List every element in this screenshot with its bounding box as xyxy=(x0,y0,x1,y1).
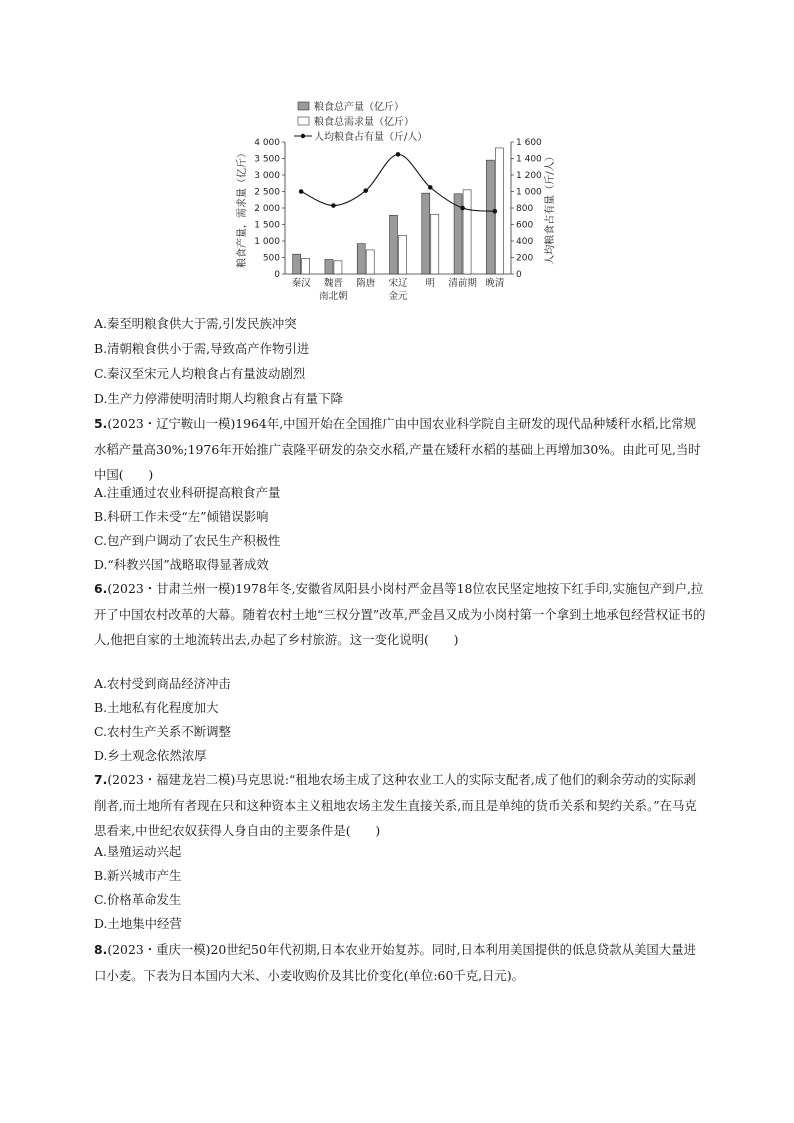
question-source: (2023・福建龙岩二模) xyxy=(107,772,236,787)
bar-production xyxy=(486,160,494,274)
y2-tick-label: 1 600 xyxy=(516,138,542,148)
y2-tick-label: 200 xyxy=(516,253,534,264)
y-axis-title: 粮食产量，需求量（亿斤） xyxy=(237,148,248,268)
question-stem: 马克思说:“租地农场主成了这种农业工人的实际支配者,成了他们的剩余劳动的实际剥削者,而土地所有者现在只和这种资本主义租地农场主发生直接关系,而且是单纯的货币关系和契约关系。”在马克思看来,中世纪农奴获得人身自由的主要条件是( ) xyxy=(94,772,697,838)
y2-tick-label: 400 xyxy=(516,237,534,247)
q5-stem-block xyxy=(94,411,706,488)
x-tick-label: 晚清 xyxy=(485,278,505,289)
q7-option-c: C.价格革命发生 xyxy=(94,892,182,907)
grain-chart xyxy=(228,98,564,312)
question-source: (2023・辽宁鞍山一模) xyxy=(107,416,236,431)
q4-option-c: C.秦汉至宋元人均粮食占有量波动剧烈 xyxy=(94,366,306,381)
y2-axis-title: 人均粮食占有量（斤/人） xyxy=(545,151,556,265)
q4-option-a: A.秦至明粮食供大于需,引发民族冲突 xyxy=(94,316,297,331)
per-capita-point xyxy=(363,188,368,193)
y2-tick-label: 1 000 xyxy=(516,187,542,198)
y2-tick-label: 800 xyxy=(516,204,534,214)
q5-option-a: A.注重通过农业科研提高粮食产量 xyxy=(94,485,281,500)
legend-label-production: 粮食总产量（亿斤） xyxy=(314,102,404,113)
bar-demand xyxy=(431,214,439,274)
question-source: (2023・重庆一模) xyxy=(107,942,211,957)
per-capita-point xyxy=(460,206,465,211)
y-tick-label: 3 500 xyxy=(254,154,280,165)
per-capita-point xyxy=(299,189,304,194)
q7-option-d: D.土地集中经营 xyxy=(94,916,182,931)
y-tick-label: 3 000 xyxy=(254,171,280,181)
q6-option-d: D.乡土观念依然浓厚 xyxy=(94,748,207,763)
question-number: 8. xyxy=(94,942,108,957)
x-tick-label: 金元 xyxy=(388,291,408,302)
q8-stem-block xyxy=(94,937,706,988)
bar-production xyxy=(293,254,301,274)
y2-tick-label: 1 400 xyxy=(516,154,542,165)
per-capita-point xyxy=(396,152,401,157)
y-tick-label: 4 000 xyxy=(254,138,280,148)
bar-production xyxy=(325,259,333,274)
x-tick-label: 隋唐 xyxy=(356,278,376,289)
x-tick-label: 清前期 xyxy=(448,278,477,289)
bar-production xyxy=(390,215,398,274)
x-tick-label: 南北朝 xyxy=(319,291,348,302)
q6-stem-block xyxy=(94,576,706,653)
y-tick-label: 2 500 xyxy=(254,187,280,198)
x-tick-label: 明 xyxy=(425,278,436,289)
bar-production xyxy=(357,244,365,274)
q6-option-b: B.土地私有化程度加大 xyxy=(94,700,219,715)
legend-swatch-production xyxy=(298,102,309,110)
question-source: (2023・甘肃兰州一模) xyxy=(107,581,236,596)
per-capita-point xyxy=(428,185,433,190)
q5-option-d: D.“科教兴国”战略取得显著成效 xyxy=(94,557,269,572)
x-tick-label: 秦汉 xyxy=(291,278,311,289)
q6-option-c: C.农村生产关系不断调整 xyxy=(94,724,231,739)
question-stem: 1978年冬,安徽省凤阳县小岗村严金昌等18位农民坚定地按下红手印,实施包产到户,拉开了中国农村改革的大幕。随着农村土地“三权分置”改革,严金昌又成为小岗村第一个拿到土地承包经营权证书的人,他把自家的土地流转出去,办起了乡村旅游。这一变化说明( ) xyxy=(94,581,706,647)
legend-label-demand: 粮食总需求量（亿斤） xyxy=(314,117,414,128)
question-number: 5. xyxy=(94,416,108,431)
x-tick-label: 宋辽 xyxy=(388,278,408,289)
question-number: 7. xyxy=(94,772,108,787)
y-tick-label: 1 000 xyxy=(254,237,280,247)
y-tick-label: 1 500 xyxy=(254,220,280,231)
bar-demand xyxy=(302,258,310,274)
legend-label-per-capita: 人均粮食占有量（斤/人） xyxy=(314,132,428,143)
per-capita-point xyxy=(493,209,498,214)
bar-demand xyxy=(399,235,407,274)
y2-tick-label: 600 xyxy=(516,220,534,231)
q5-option-c: C.包产到户调动了农民生产积极性 xyxy=(94,533,281,548)
y-tick-label: 500 xyxy=(262,253,280,264)
q4-option-b: B.清朝粮食供小于需,导致高产作物引进 xyxy=(94,341,310,356)
y-tick-label: 2 000 xyxy=(254,204,280,214)
q7-option-a: A.垦殖运动兴起 xyxy=(94,844,182,859)
q7-option-b: B.新兴城市产生 xyxy=(94,868,182,883)
y-tick-label: 0 xyxy=(274,270,280,280)
y2-tick-label: 1 200 xyxy=(516,171,542,181)
x-tick-label: 魏晋 xyxy=(323,278,343,289)
question-stem: 1964年,中国开始在全国推广由中国农业科学院自主研发的现代品种矮秆水稻,比常规水稻产量高30%;1976年开始推广袁隆平研发的杂交水稻,产量在矮秆水稻的基础上再增加30%。由此可见,当时中国( ) xyxy=(94,416,701,482)
bar-demand xyxy=(366,250,374,274)
bar-production xyxy=(422,193,430,274)
bar-demand xyxy=(463,190,471,274)
legend-swatch-demand xyxy=(298,117,309,125)
per-capita-point xyxy=(331,203,336,208)
question-stem: 20世纪50年代初期,日本农业开始复苏。同时,日本利用美国提供的低息贷款从美国大量进口小麦。下表为日本国内大米、小麦收购价及其比价变化(单位:60千克,日元)。 xyxy=(94,942,696,983)
q5-option-b: B.科研工作未受“左”倾错误影响 xyxy=(94,509,269,524)
bar-demand xyxy=(334,261,342,274)
q7-stem-block xyxy=(94,767,706,844)
question-number: 6. xyxy=(94,581,108,596)
q4-option-d: D.生产力停滞使明清时期人均粮食占有量下降 xyxy=(94,391,343,406)
q6-option-a: A.农村受到商品经济冲击 xyxy=(94,676,231,691)
legend-swatch-point xyxy=(301,134,305,138)
y2-tick-label: 0 xyxy=(516,270,522,280)
